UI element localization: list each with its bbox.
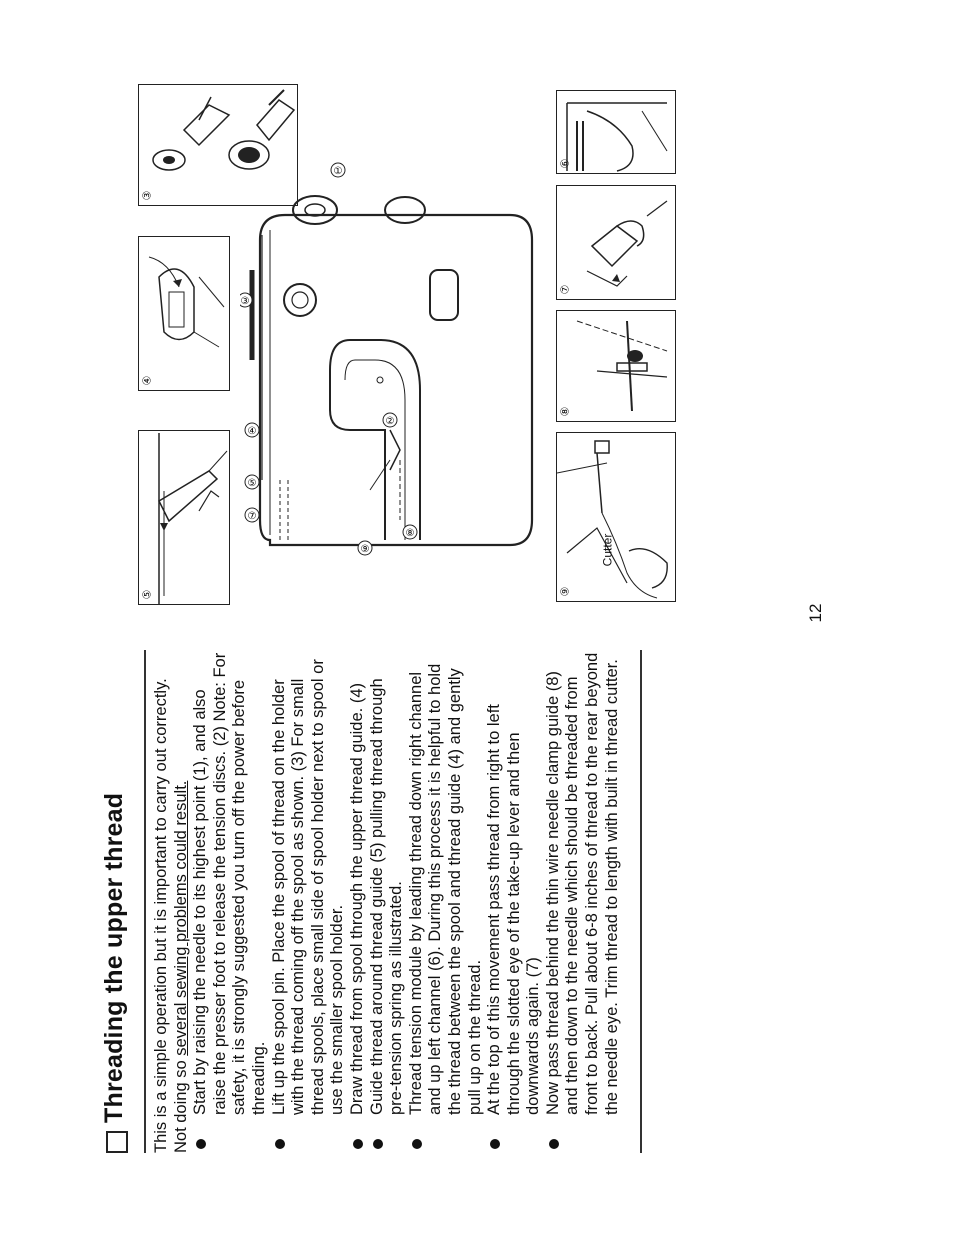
- checkbox-icon: [106, 1131, 128, 1153]
- callout-3-label: ③: [141, 190, 154, 201]
- callout-4-label: ④: [141, 375, 154, 386]
- take-up-lever-illustration: [557, 186, 676, 300]
- list-item: [544, 650, 622, 1153]
- bullet-icon: [353, 1139, 363, 1149]
- intro-underlined: several sewing problems could result.: [171, 780, 190, 1056]
- step-text: Now pass thread behind the thin wire needle clamp guide (8) and then down to the needle which should be threaded from front to back. Pull about 6-8 inches of thread to the rear beyond the needle eye. Trim thread to length with built in thread cutter.: [543, 652, 621, 1115]
- callout-4: ④: [247, 426, 257, 437]
- callout-8-label: ⑧: [559, 406, 572, 417]
- panel-tension-module: [556, 90, 676, 174]
- list-item: [348, 650, 368, 1153]
- needle-threading-illustration: [557, 433, 676, 602]
- callout-5: ⑤: [247, 478, 257, 489]
- callout-7: ⑦: [247, 511, 257, 522]
- machine-illustration: [240, 160, 540, 560]
- tension-module-illustration: [557, 91, 676, 174]
- step-text: Thread tension module by leading thread down right channel and up left channel (6). During this process it is helpful to hold the thread between the spool and thread guide (4) and gently pull up on the thread.: [406, 663, 484, 1115]
- intro-text: This is a simple operation but it is important to carry out correctly. Not doing so: [152, 678, 190, 1153]
- needle-clamp-illustration: [557, 311, 676, 422]
- bullet-icon: [490, 1139, 500, 1149]
- panel-thread-guide: [138, 430, 230, 605]
- panel-needle-clamp: [556, 310, 676, 422]
- panel-take-up-lever: [556, 185, 676, 300]
- panel-upper-thread-guide: [138, 236, 230, 391]
- list-item: [368, 650, 407, 1153]
- intro-paragraph: [152, 650, 191, 1153]
- panel-needle-threading: [556, 432, 676, 602]
- heading-row: [100, 650, 136, 1153]
- list-item: [407, 650, 485, 1153]
- steps-list: [191, 650, 622, 1153]
- thread-guide-illustration: [139, 431, 230, 605]
- list-item: [270, 650, 348, 1153]
- page-title: Threading the upper thread: [100, 792, 128, 1123]
- cutter-label: Cutter: [600, 533, 615, 567]
- page-number: 12: [806, 603, 825, 623]
- instructions-body: [152, 650, 622, 1153]
- bullet-icon: [196, 1139, 206, 1149]
- bullet-icon: [549, 1139, 559, 1149]
- bullet-icon: [412, 1139, 422, 1149]
- top-rule: [144, 650, 146, 1153]
- callout-7-label: ⑦: [559, 284, 572, 295]
- bottom-rule: [640, 650, 642, 1153]
- callout-6-label: ⑥: [559, 158, 572, 169]
- step-text: Draw thread from spool through the upper thread guide. (4): [347, 683, 366, 1115]
- callout-9: ⑨: [360, 544, 370, 555]
- callout-2: ②: [385, 416, 395, 427]
- bullet-icon: [373, 1139, 383, 1149]
- callout-3: ③: [240, 296, 250, 307]
- step-text: At the top of this movement pass thread from right to left through the slotted eye of the take-up lever and then downwards again. (7): [485, 704, 543, 1115]
- sewing-machine-drawing: [240, 160, 540, 560]
- instructions-column: [100, 650, 660, 1153]
- step-text: Start by raising the needle to its highest point (1), and also raise the presser foot to release the tension discs. (2) Note: For safety, it is strongly suggested you turn off the power before threading.: [191, 652, 268, 1115]
- callout-9-label: ⑨: [559, 586, 572, 597]
- callout-1: ①: [333, 166, 343, 177]
- bullet-icon: [275, 1139, 285, 1149]
- upper-guide-illustration: [139, 237, 230, 391]
- list-item: [485, 650, 544, 1153]
- list-item: [191, 650, 269, 1153]
- step-text: Guide thread around thread guide (5) pulling thread through pre-tension spring as illustrated.: [367, 678, 406, 1115]
- callout-8: ⑧: [405, 528, 415, 539]
- step-text: Lift up the spool pin. Place the spool of thread on the holder with the thread coming off the spool as shown. (3) For small thread spools, place small side of spool holder next to spool or use the smaller spool holder.: [269, 659, 347, 1115]
- callout-5-label: ⑤: [141, 589, 154, 600]
